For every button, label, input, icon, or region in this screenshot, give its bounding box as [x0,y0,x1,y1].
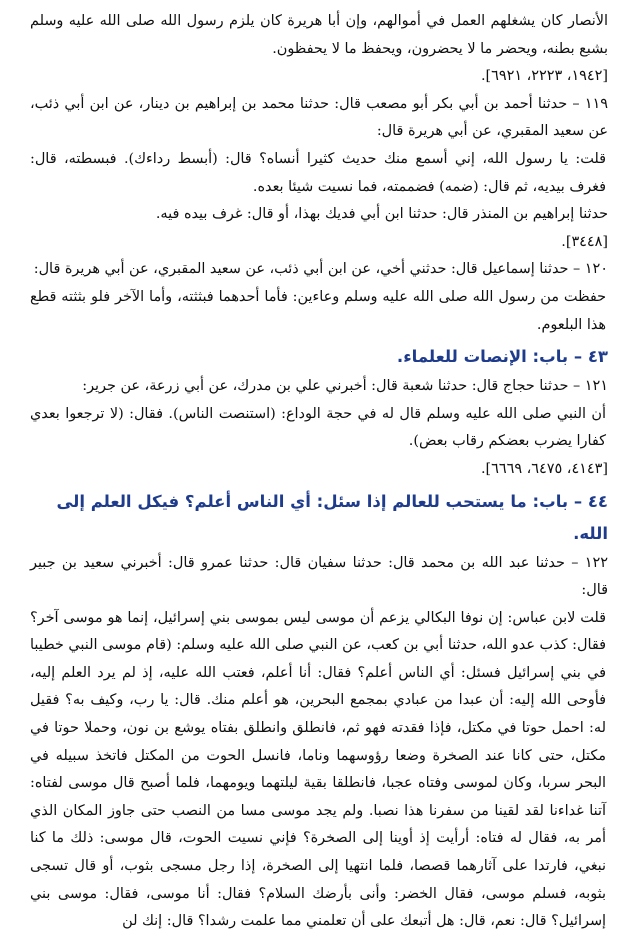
hadith-121-matn: أن النبي صلى الله عليه وسلم قال له في حجة الوداع: (استنصت الناس). فقال: (لا ترجعوا بعدي كفارا يضرب بعضكم رقاب بعض). [30,405,606,450]
cross-reference: [٤١٤٣، ٦٤٧٥، ٦٦٦٩]. [480,460,608,477]
hadith-119-matn: قلت: يا رسول الله، إني أسمع منك حديث كثيرا أنساه؟ قال: (أبسط رداءك). فبسطته، قال: فغرف بيديه، ثم قال: (ضمه) فضممته، فما نسيت شيئا بعده. [30,150,606,195]
cross-reference: [١٩٤٢، ٢٢٢٣، ٦٩٢١]. [480,68,608,85]
hadith-122-matn: قلت لابن عباس: إن نوفا البكالي يزعم أن موسى ليس بموسى بني إسرائيل، إنما هو موسى آخر؟ فقال: كذب عدو الله، حدثنا أبي بن كعب، عن النبي صلى الله عليه وسلم: (قام موسى النبي خطيبا في بني إسرائيل فسئل: أي الناس أعلم؟ فقال: أنا أعلم، فعتب الله عليه، إذ لم يرد العلم إليه، فأوحى الله إليه: أن عبدا من عبادي بمجمع البحرين، هو أعلم منك. قال: يا رب، وكيف به؟ فقيل له: احمل حوتا في مكتل، فإذا فقدته فهو ثم، فانطلق وانطلق بفتاه يوشع بن نون، وحملا حوتا في مكتل، حتى كانا عند الصخرة وضعا رؤوسهما وناما، فانسل الحوت من المكتل فاتخذ سبيله في البحر سربا، وكان لموسى وفتاه عجبا، فانطلقا بقية ليلتهما ويومهما، فلما أصبح قال موسى لفتاه: آتنا غداءنا لقد لقينا من سفرنا هذا نصبا. ولم يجد موسى مسا من النصب حتى جاوز المكان الذي أمر به، فقال له فتاه: أرأيت إذ أوينا إلى الصخرة؟ فإني نسيت الحوت، قال موسى: ذلك ما كنا نبغي، فارتدا على آثارهما قصصا، فلما انتهيا إلى الصخرة، إذا رجل مسجى بثوب، أو قال تسجى بثوبه، فسلم موسى، فقال الخضر: وأنى بأرضك السلام؟ فقال: أنا موسى، فقال: موسى بني إسرائيل؟ قال: نعم، قال: هل أتبعك على أن تعلمني مما علمت رشدا؟ قال: إنك لن [30,609,606,930]
hadith-119-alternate-chain: حدثنا إبراهيم بن المنذر قال: حدثنا ابن أبي فديك بهذا، أو قال: غرف بيده فيه. [155,206,608,223]
hadith-120-isnad: ١٢٠ – حدثنا إسماعيل قال: حدثني أخي، عن ابن أبي ذئب، عن سعيد المقبري، عن أبي هريرة قال: [33,261,608,278]
document-page [30,8,608,936]
cross-reference: [٣٤٤٨]. [561,233,608,250]
hadith-120-matn: حفظت من رسول الله صلى الله عليه وسلم وعاءين: فأما أحدهما فبثثته، وأما الآخر فلو بثثته قطع هذا البلعوم. [30,288,606,333]
hadith-119-isnad: ١١٩ – حدثنا أحمد بن أبي بكر أبو مصعب قال: حدثنا محمد بن إبراهيم بن دينار، عن ابن أبي ذئب، عن سعيد المقبري، عن أبي هريرة قال: [30,95,608,140]
hadith-121-isnad: ١٢١ – حدثنا حجاج قال: حدثنا شعبة قال: أخبرني علي بن مدرك، عن أبي زرعة، عن جرير: [82,378,608,395]
chapter-heading-44: ٤٤ – باب: ما يستحب للعالم إذا سئل: أي الناس أعلم؟ فيكل العلم إلى الله. [56,491,608,543]
paragraph-continuation: الأنصار كان يشغلهم العمل في أموالهم، وإن أبا هريرة كان يلزم رسول الله صلى الله عليه وسلم بشبع بطنه، ويحضر ما لا يحضرون، ويحفظ ما لا يحفظون. [30,13,608,57]
hadith-122-isnad: ١٢٢ – حدثنا عبد الله بن محمد قال: حدثنا سفيان قال: حدثنا عمرو قال: أخبرني سعيد بن جبير قال: [30,554,608,599]
chapter-heading-43: ٤٣ – باب: الإنصات للعلماء. [396,347,608,367]
